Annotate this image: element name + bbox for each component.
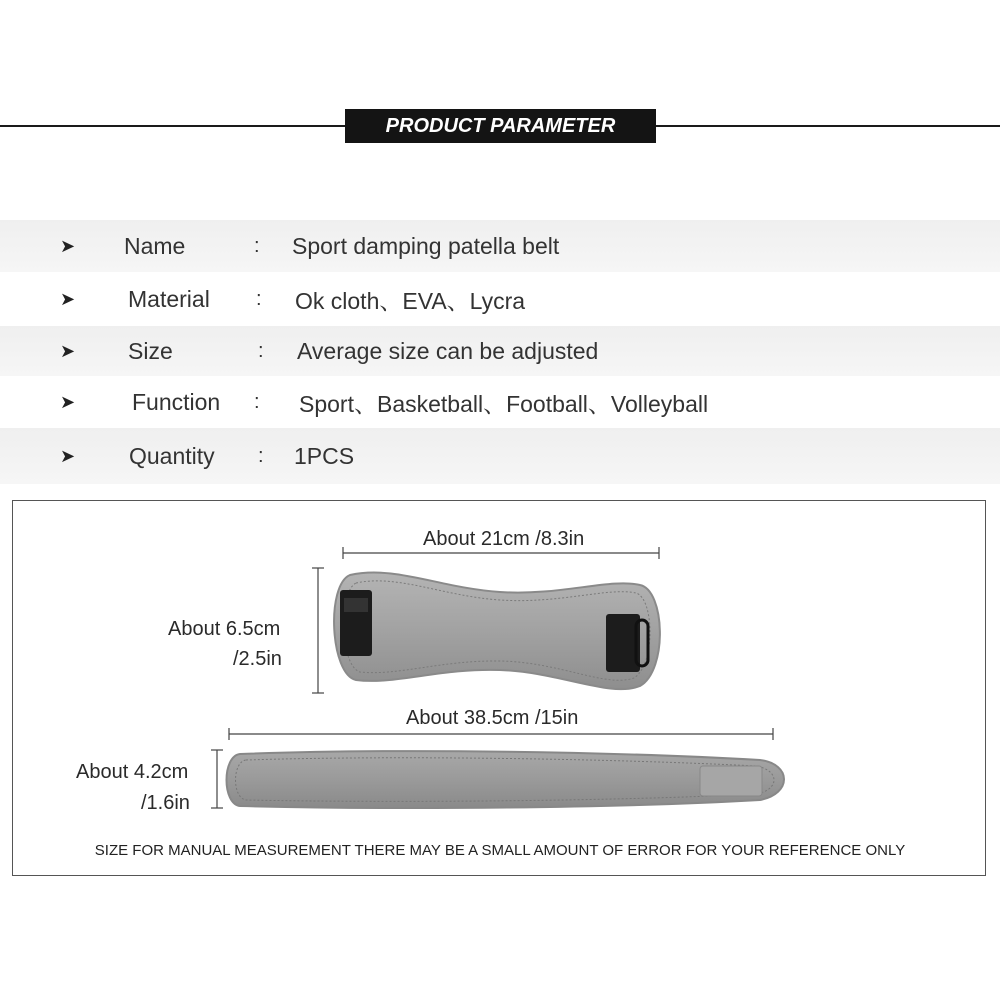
measurement-disclaimer: SIZE FOR MANUAL MEASUREMENT THERE MAY BE A SMALL AMOUNT OF ERROR FOR YOUR REFERENCE ONLY: [94, 842, 906, 859]
strap-length-label: About 38.5cm /15in: [406, 707, 579, 729]
param-colon: :: [258, 444, 264, 467]
param-label: Quantity: [129, 442, 215, 469]
param-label: Material: [128, 285, 210, 312]
arrow-icon: ➤: [60, 340, 76, 361]
param-colon: :: [254, 390, 260, 413]
param-colon: :: [256, 287, 262, 310]
param-value: Sport damping patella belt: [292, 232, 560, 259]
strap-height-dimension: [211, 750, 223, 808]
arrow-icon: ➤: [60, 445, 76, 466]
pad-width-label: About 21cm /8.3in: [423, 528, 585, 550]
strap-height-label-line2: /1.6in: [141, 792, 190, 814]
param-label: Function: [132, 388, 221, 415]
pad-height-label-line1: About 6.5cm: [168, 618, 281, 640]
param-value: Average size can be adjusted: [297, 337, 599, 364]
param-value: 1PCS: [294, 442, 355, 469]
section-title-text: PRODUCT PARAMETER: [385, 114, 616, 137]
param-value: Ok cloth、EVA、Lycra: [295, 287, 526, 314]
param-label: Name: [124, 232, 186, 259]
param-value: Sport、Basketball、Football、Volleyball: [299, 390, 709, 417]
strap-height-label-line1: About 4.2cm: [76, 761, 189, 783]
pad-height-label-line2: /2.5in: [233, 648, 282, 670]
param-colon: :: [254, 234, 260, 257]
adjustable-strap: [227, 751, 785, 808]
param-label: Size: [128, 337, 173, 364]
arrow-icon: ➤: [60, 391, 76, 412]
param-colon: :: [258, 339, 264, 362]
pad-height-dimension: [312, 568, 324, 693]
arrow-icon: ➤: [60, 288, 76, 309]
patella-pad: [334, 573, 660, 690]
arrow-icon: ➤: [60, 235, 76, 256]
